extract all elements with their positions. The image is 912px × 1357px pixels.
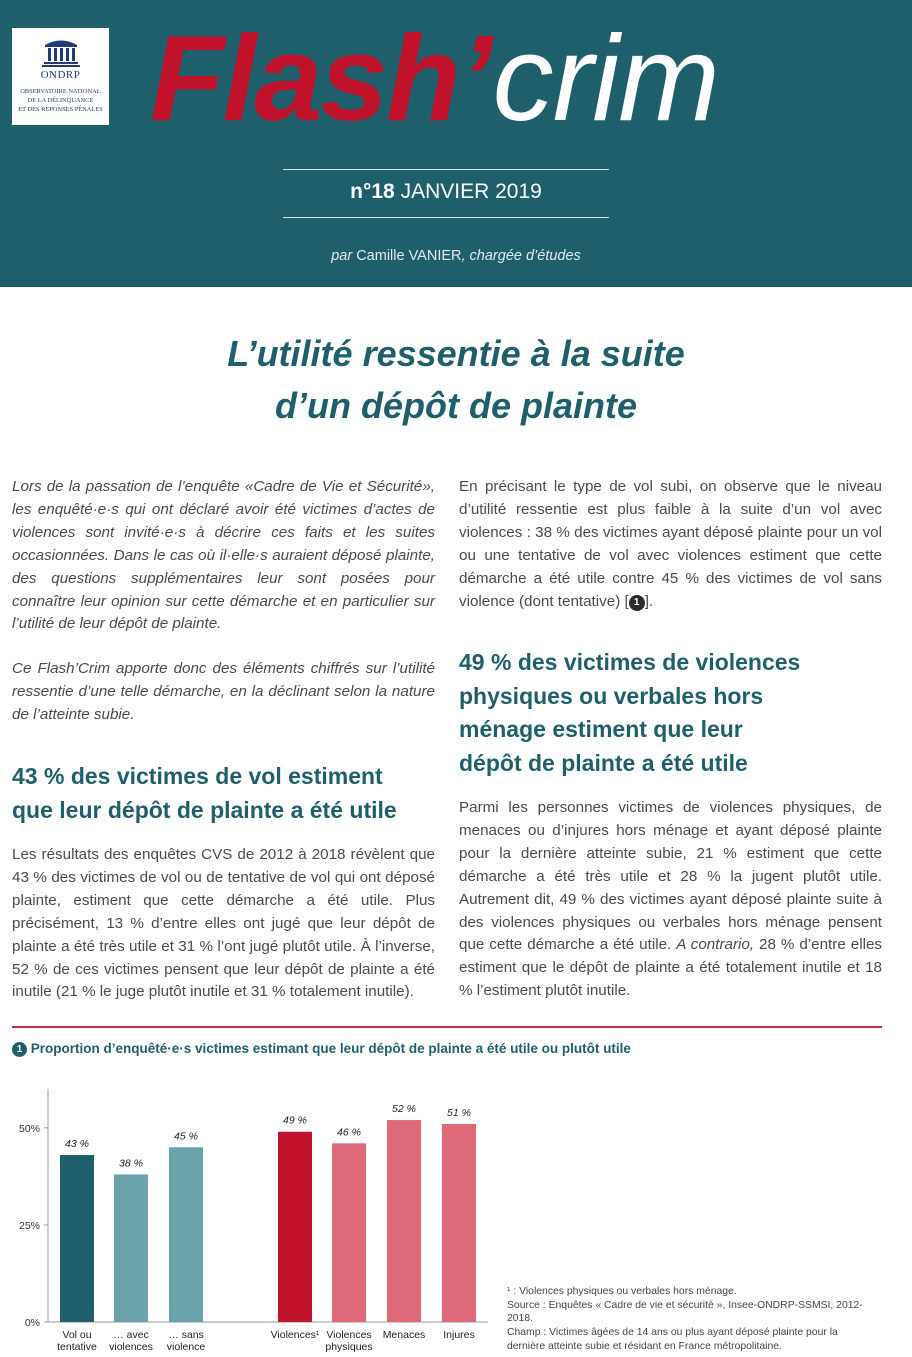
category-label: Vol ou xyxy=(62,1329,92,1341)
intro-paragraph: Lors de la passation de l’enquête «Cadre de Vie et Sécurité», les enquêté·e·s qui ont déclaré avoir été victimes d’actes de violences sont invité·e·s à décrire ces faits et les suites occasionnées. Dans le cas où il·elle·s auraient déposé plainte, des questions supplémentaires leur sont posées pour connaître leur opinion sur cette démarche et en particulier sur l’utilité de leur dépôt de plainte. xyxy=(12,478,435,633)
section1-paragraph: Les résultats des enquêtes CVS de 2012 à 2018 révèlent que 43 % des victimes de vol ou de tentative de vol qui ont déposé plainte, estiment que cette démarche a été utile. Plus précisément, 13 % d’entre elles ont jugé que leur dépôt de plainte a été très utile et 31 % l’ont jugé plutôt utile. À l’inverse, 52 % de ces victimes pensent que leur dépôt de plainte a été inutile (21 % le juge plutôt inutile et 31 % totalement inutile). xyxy=(12,846,435,1001)
intro-paragraph: Ce Flash’Crim apporte donc des éléments chiffrés sur l’utilité ressentie d’une telle démarche, en la déclinant selon la nature de l’atteinte subie. xyxy=(12,660,435,724)
figure-number-badge: 1 xyxy=(12,1042,27,1057)
bar xyxy=(278,1132,312,1322)
category-label: violence xyxy=(166,1341,206,1353)
divider xyxy=(283,169,609,170)
bar-data-label: 49 % xyxy=(283,1114,307,1127)
right-intro-end: ]. xyxy=(644,592,654,610)
issue-date: JANVIER 2019 xyxy=(400,180,542,203)
category-label: violences xyxy=(109,1341,153,1353)
source-note: Source : Enquêtes « Cadre de vie et sécurité », Insee-ONDRP-SSMSI, 2012-2018. xyxy=(507,1299,863,1325)
y-tick-label: 25% xyxy=(18,1219,40,1232)
byline-author: Camille VANIER xyxy=(356,248,462,264)
heading-line: 49 % des victimes de violences xyxy=(459,649,801,675)
heading-line: que leur dépôt de plainte a été utile xyxy=(12,796,397,823)
category-label: … avec xyxy=(113,1329,149,1341)
article-title-line: L’utilité ressentie à la suite xyxy=(227,333,685,374)
bar-chart xyxy=(0,1080,500,1357)
champ-note: Champ : Victimes âgées de 14 ans ou plus ayant déposé plainte pour la dernière atteinte subie et résidant en France métropolitaine. xyxy=(507,1327,838,1352)
category-label: … sans xyxy=(168,1329,204,1341)
byline-role: , chargée d’études xyxy=(461,248,581,264)
heading-line: dépôt de plainte a été utile xyxy=(459,749,748,776)
bar xyxy=(60,1155,94,1322)
bar xyxy=(332,1143,366,1322)
title-crim: crim xyxy=(492,10,719,146)
issue-line xyxy=(283,180,609,204)
logo-line: OBSERVATOIRE NATIONAL xyxy=(20,88,101,95)
section2-text: 28 % d’entre elles estiment que le dépôt de plainte a été totalement inutile et 18 % l’estiment plutôt inutile. xyxy=(459,936,882,1000)
heading-line: ménage estiment que leur xyxy=(459,716,743,742)
article-title-line: d’un dépôt de plainte xyxy=(275,385,637,426)
section1-body xyxy=(12,844,435,1004)
heading-line: physiques ou verbales hors xyxy=(459,682,764,709)
logo-line: ET DES RÉPONSES PÉNALES xyxy=(18,106,103,113)
bar-data-label: 43 % xyxy=(65,1138,89,1151)
bar xyxy=(114,1174,148,1322)
logo-acronym: ONDRP xyxy=(40,69,81,81)
section2-body xyxy=(459,797,882,1003)
right-intro xyxy=(459,476,882,613)
bar xyxy=(442,1124,476,1322)
y-tick-label: 50% xyxy=(18,1122,40,1135)
footnote: ¹ : Violences physiques ou verbales hors ménage. xyxy=(507,1286,737,1297)
figure-divider xyxy=(12,1026,882,1028)
bar-data-label: 46 % xyxy=(337,1126,361,1139)
section2-italic: A contrario, xyxy=(676,936,755,954)
figure-notes xyxy=(507,1285,877,1354)
category-label: Injures xyxy=(443,1329,475,1341)
bar xyxy=(387,1120,421,1322)
institution-building-icon xyxy=(42,36,80,68)
logo-line: DE LA DÉLINQUANCE xyxy=(27,97,94,104)
bar-data-label: 52 % xyxy=(392,1103,416,1116)
category-label: tentative xyxy=(57,1341,97,1353)
figure-title-text: Proportion d’enquêté·e·s victimes estimant que leur dépôt de plainte a été utile ou plutôt utile xyxy=(30,1041,631,1056)
section2-text: Parmi les personnes victimes de violences physiques, de menaces ou d’injures hors ménage et ayant déposé plainte pour la dernière atteinte subie, 21 % estiment que cette démarche a été très utile et 28 % la jugent plutôt utile. Autrement dit, 49 % des victimes ayant déposé plainte suite à des violences physiques ou verbales hors ménage pensent que cette démarche a été utile. xyxy=(459,799,882,954)
heading-line: 43 % des victimes de vol estiment xyxy=(12,763,383,789)
byline-prefix: par xyxy=(331,248,353,264)
article-title xyxy=(0,328,912,432)
section1-heading xyxy=(12,760,397,827)
bar xyxy=(169,1147,203,1322)
header-banner xyxy=(0,0,912,287)
y-tick-label: 0% xyxy=(24,1317,40,1329)
category-label: Violences xyxy=(326,1329,372,1341)
intro-text xyxy=(12,476,435,727)
publication-title xyxy=(150,8,790,146)
title-flash: Flash xyxy=(150,10,459,146)
right-intro-text: En précisant le type de vol subi, on observe que le niveau d’utilité ressentie est plus faible à la suite d’un vol avec violences : 38 % des victimes ayant déposé plainte pour un vol ou une tentative de vol avec violences estiment que cette démarche a été utile contre 45 % des victimes de vol sans violence (dont tentative) [ xyxy=(459,478,882,610)
divider xyxy=(283,217,609,218)
category-label: Menaces xyxy=(382,1329,426,1341)
bar-data-label: 38 % xyxy=(119,1157,143,1170)
section2-heading xyxy=(459,646,800,780)
category-label: Violences¹ xyxy=(270,1329,320,1341)
category-label: physiques xyxy=(325,1341,373,1353)
figure-title xyxy=(12,1041,631,1057)
title-apostrophe: ’ xyxy=(458,10,493,146)
issue-number: n°18 xyxy=(350,180,395,203)
bar-data-label: 51 % xyxy=(447,1106,471,1119)
bar-data-label: 45 % xyxy=(174,1130,198,1143)
byline xyxy=(0,248,912,264)
figure-ref-badge: 1 xyxy=(629,595,645,611)
ondrp-logo xyxy=(12,28,109,125)
